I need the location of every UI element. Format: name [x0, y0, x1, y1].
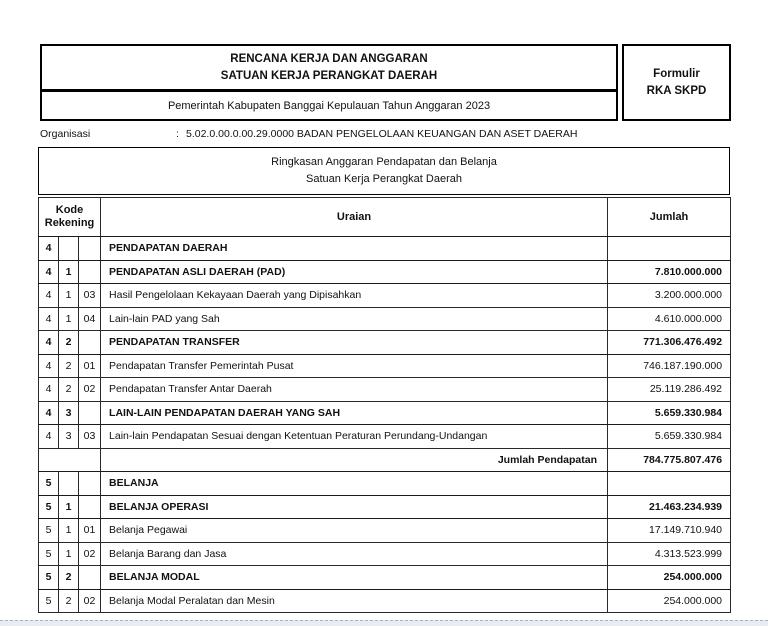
jumlah-cell: 784.775.807.476 — [608, 448, 731, 472]
jumlah-cell: 25.119.286.492 — [608, 378, 731, 402]
kode-cell — [79, 237, 101, 261]
table-header-row — [39, 198, 731, 237]
kode-cell: 2 — [59, 566, 79, 590]
kode-cell: 5 — [39, 495, 59, 519]
kode-cell: 1 — [59, 260, 79, 284]
kode-cell: 1 — [59, 284, 79, 308]
document-header — [40, 44, 731, 121]
kode-cell: 03 — [79, 425, 101, 449]
kode-cell: 4 — [39, 354, 59, 378]
kode-cell: 04 — [79, 307, 101, 331]
column-header-jumlah: Jumlah — [608, 198, 731, 237]
jumlah-cell: 771.306.476.492 — [608, 331, 731, 355]
jumlah-cell — [608, 237, 731, 261]
table-row — [39, 237, 731, 261]
kode-cell — [59, 237, 79, 261]
document-title — [42, 46, 616, 92]
uraian-cell: Pendapatan Transfer Pemerintah Pusat — [101, 354, 608, 378]
document-title-box — [40, 44, 618, 121]
kode-cell: 4 — [39, 284, 59, 308]
jumlah-cell: 5.659.330.984 — [608, 425, 731, 449]
kode-cell — [79, 260, 101, 284]
uraian-cell: Hasil Pengelolaan Kekayaan Daerah yang Dipisahkan — [101, 284, 608, 308]
kode-cell: 3 — [59, 401, 79, 425]
jumlah-cell: 5.659.330.984 — [608, 401, 731, 425]
table-row — [39, 260, 731, 284]
kode-cell: 4 — [39, 401, 59, 425]
uraian-cell: PENDAPATAN TRANSFER — [101, 331, 608, 355]
kode-cell: 4 — [39, 378, 59, 402]
jumlah-cell: 7.810.000.000 — [608, 260, 731, 284]
column-header-kode-line2: Rekening — [44, 217, 95, 229]
table-row — [39, 354, 731, 378]
uraian-cell: BELANJA MODAL — [101, 566, 608, 590]
uraian-cell: Lain-lain Pendapatan Sesuai dengan Ketentuan Peraturan Perundang-Undangan — [101, 425, 608, 449]
kode-cell: 2 — [59, 331, 79, 355]
kode-cell — [79, 331, 101, 355]
kode-cell: 5 — [39, 589, 59, 613]
kode-cell: 02 — [79, 542, 101, 566]
document-title-line2: SATUAN KERJA PERANGKAT DAERAH — [220, 70, 438, 82]
kode-cell: 5 — [39, 566, 59, 590]
formulir-box — [622, 44, 731, 121]
kode-cell: 2 — [59, 378, 79, 402]
table-row — [39, 425, 731, 449]
column-header-kode-line1: Kode — [55, 204, 84, 216]
uraian-cell: BELANJA — [101, 472, 608, 496]
jumlah-cell: 3.200.000.000 — [608, 284, 731, 308]
kode-cell — [79, 495, 101, 519]
table-row — [39, 472, 731, 496]
table-row — [39, 284, 731, 308]
kode-cell: 1 — [59, 307, 79, 331]
jumlah-cell: 254.000.000 — [608, 589, 731, 613]
jumlah-cell: 746.187.190.000 — [608, 354, 731, 378]
jumlah-cell: 4.610.000.000 — [608, 307, 731, 331]
jumlah-cell — [608, 472, 731, 496]
table-row — [39, 378, 731, 402]
formulir-label-line1: Formulir — [653, 67, 700, 80]
jumlah-cell: 21.463.234.939 — [608, 495, 731, 519]
document-subtitle: Pemerintah Kabupaten Banggai Kepulauan Tahun Anggaran 2023 — [167, 100, 491, 112]
kode-cell: 5 — [39, 519, 59, 543]
jumlah-cell: 4.313.523.999 — [608, 542, 731, 566]
kode-cell — [79, 472, 101, 496]
kode-cell: 4 — [39, 237, 59, 261]
column-header-kode-rekening — [39, 198, 101, 237]
uraian-cell: LAIN-LAIN PENDAPATAN DAERAH YANG SAH — [101, 401, 608, 425]
kode-cell: 4 — [39, 260, 59, 284]
kode-cell: 1 — [59, 519, 79, 543]
organisasi-line — [40, 128, 577, 140]
kode-cell: 1 — [59, 542, 79, 566]
uraian-cell: Pendapatan Transfer Antar Daerah — [101, 378, 608, 402]
organisasi-value: 5.02.0.00.0.00.29.0000 BADAN PENGELOLAAN KEUANGAN DAN ASET DAERAH — [186, 128, 578, 140]
kode-cell: 01 — [79, 354, 101, 378]
table-row — [39, 401, 731, 425]
kode-cell: 03 — [79, 284, 101, 308]
kode-cell: 2 — [59, 354, 79, 378]
kode-cell: 2 — [59, 589, 79, 613]
table-row — [39, 307, 731, 331]
kode-cell: 5 — [39, 472, 59, 496]
kode-cell: 02 — [79, 378, 101, 402]
jumlah-cell: 254.000.000 — [608, 566, 731, 590]
total-label-cell: Jumlah Pendapatan — [101, 448, 608, 472]
kode-cell-merged — [39, 448, 101, 472]
table-row — [39, 331, 731, 355]
uraian-cell: PENDAPATAN DAERAH — [101, 237, 608, 261]
jumlah-cell: 17.149.710.940 — [608, 519, 731, 543]
table-row — [39, 542, 731, 566]
uraian-cell: Belanja Barang dan Jasa — [101, 542, 608, 566]
kode-cell: 4 — [39, 425, 59, 449]
summary-title-box — [38, 147, 730, 195]
uraian-cell: Lain-lain PAD yang Sah — [101, 307, 608, 331]
kode-cell: 4 — [39, 307, 59, 331]
kode-cell — [79, 401, 101, 425]
kode-cell: 5 — [39, 542, 59, 566]
document-title-line1: RENCANA KERJA DAN ANGGARAN — [230, 53, 428, 65]
organisasi-label: Organisasi — [40, 128, 91, 140]
table-row — [39, 589, 731, 613]
summary-title-line1: Ringkasan Anggaran Pendapatan dan Belanja — [271, 156, 497, 168]
kode-cell: 3 — [59, 425, 79, 449]
kode-cell — [59, 472, 79, 496]
kode-cell: 02 — [79, 589, 101, 613]
budget-table — [38, 197, 731, 613]
table-total-row — [39, 448, 731, 472]
column-header-uraian: Uraian — [101, 198, 608, 237]
kode-cell: 4 — [39, 331, 59, 355]
uraian-cell: BELANJA OPERASI — [101, 495, 608, 519]
table-row — [39, 495, 731, 519]
kode-cell — [79, 566, 101, 590]
kode-cell: 1 — [59, 495, 79, 519]
uraian-cell: Belanja Pegawai — [101, 519, 608, 543]
formulir-label-line2: RKA SKPD — [646, 84, 707, 97]
summary-title-line2: Satuan Kerja Perangkat Daerah — [306, 173, 462, 185]
table-row — [39, 566, 731, 590]
table-row — [39, 519, 731, 543]
kode-cell: 01 — [79, 519, 101, 543]
uraian-cell: Belanja Modal Peralatan dan Mesin — [101, 589, 608, 613]
uraian-cell: PENDAPATAN ASLI DAERAH (PAD) — [101, 260, 608, 284]
page-break-edge — [0, 620, 768, 626]
organisasi-separator: : — [176, 128, 179, 140]
